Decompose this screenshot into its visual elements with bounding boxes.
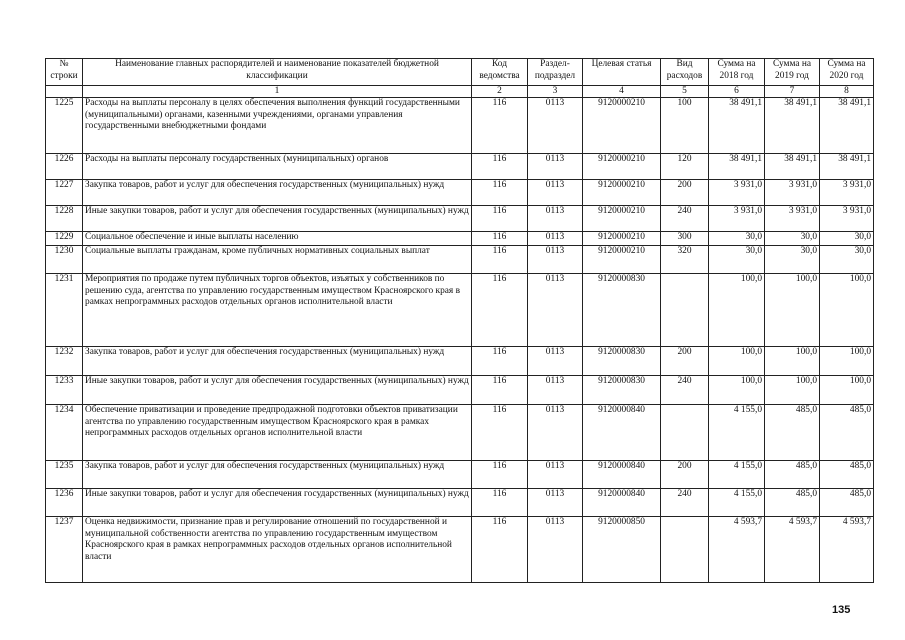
sum-2018: 4 155,0: [709, 405, 765, 461]
expense-type: 300: [661, 232, 709, 246]
section-code: 0113: [528, 232, 583, 246]
sum-2018: 100,0: [709, 376, 765, 405]
row-number: 1237: [46, 517, 83, 583]
row-number: 1229: [46, 232, 83, 246]
section-code: 0113: [528, 206, 583, 232]
table-row: [46, 232, 874, 246]
table-row: [46, 206, 874, 232]
section-code: 0113: [528, 98, 583, 154]
row-number: 1236: [46, 489, 83, 517]
row-name: Социальное обеспечение и иные выплаты населению: [83, 232, 472, 246]
row-number: 1234: [46, 405, 83, 461]
sum-2020: 100,0: [820, 347, 874, 376]
sum-2019: 485,0: [765, 405, 820, 461]
expense-type: 320: [661, 246, 709, 274]
budget-table: [45, 58, 874, 583]
header-cell: Сумма на 2020 год: [820, 59, 874, 86]
target-article: 9120000840: [583, 461, 661, 489]
sum-2019: 485,0: [765, 489, 820, 517]
header-cell: Раздел-подраздел: [528, 59, 583, 86]
row-name: Мероприятия по продаже путем публичных торгов объектов, изъятых у собственников по решению суда, агентства по управлению государственным имуществом Красноярского края в рамках непрограммных расходов отдельных органов исполнительной власти: [83, 274, 472, 347]
target-article: 9120000850: [583, 517, 661, 583]
expense-type: 100: [661, 98, 709, 154]
column-number: 8: [820, 86, 874, 98]
expense-type: 240: [661, 206, 709, 232]
sum-2020: 3 931,0: [820, 180, 874, 206]
dept-code: 116: [472, 376, 528, 405]
row-name: Расходы на выплаты персоналу в целях обеспечения выполнения функций государственными (муниципальными) органами, казенными учреждениями, органами управления государственными внебюджетными фондами: [83, 98, 472, 154]
target-article: 9120000210: [583, 206, 661, 232]
header-cell: Наименование главных распорядителей и наименование показателей бюджетной классификации: [83, 59, 472, 86]
table-row: [46, 98, 874, 154]
sum-2019: 30,0: [765, 232, 820, 246]
section-code: 0113: [528, 376, 583, 405]
sum-2020: 4 593,7: [820, 517, 874, 583]
section-code: 0113: [528, 489, 583, 517]
expense-type: [661, 405, 709, 461]
target-article: 9120000830: [583, 274, 661, 347]
sum-2019: 38 491,1: [765, 98, 820, 154]
expense-type: [661, 274, 709, 347]
sum-2018: 4 155,0: [709, 461, 765, 489]
column-number: 4: [583, 86, 661, 98]
target-article: 9120000210: [583, 98, 661, 154]
sum-2020: 100,0: [820, 274, 874, 347]
section-code: 0113: [528, 517, 583, 583]
dept-code: 116: [472, 232, 528, 246]
sum-2018: 38 491,1: [709, 98, 765, 154]
sum-2019: 38 491,1: [765, 154, 820, 180]
row-name: Обеспечение приватизации и проведение предпродажной подготовки объектов приватизации агентства по управлению государственным имуществом Красноярского края в рамках непрограммных расходов отдельных органов исполнительной власти: [83, 405, 472, 461]
table-row: [46, 489, 874, 517]
row-number: 1233: [46, 376, 83, 405]
row-number: 1225: [46, 98, 83, 154]
sum-2019: 485,0: [765, 461, 820, 489]
sum-2020: 485,0: [820, 489, 874, 517]
sum-2018: 4 593,7: [709, 517, 765, 583]
header-row: [46, 59, 874, 86]
header-cell: Сумма на 2018 год: [709, 59, 765, 86]
dept-code: 116: [472, 517, 528, 583]
column-number: 6: [709, 86, 765, 98]
dept-code: 116: [472, 154, 528, 180]
target-article: 9120000830: [583, 376, 661, 405]
row-name: Закупка товаров, работ и услуг для обеспечения государственных (муниципальных) нужд: [83, 347, 472, 376]
dept-code: 116: [472, 489, 528, 517]
sum-2020: 38 491,1: [820, 98, 874, 154]
dept-code: 116: [472, 405, 528, 461]
sum-2018: 100,0: [709, 274, 765, 347]
dept-code: 116: [472, 98, 528, 154]
sum-2019: 100,0: [765, 274, 820, 347]
row-name: Закупка товаров, работ и услуг для обеспечения государственных (муниципальных) нужд: [83, 180, 472, 206]
sum-2020: 30,0: [820, 246, 874, 274]
sum-2019: 4 593,7: [765, 517, 820, 583]
column-number: 3: [528, 86, 583, 98]
sum-2020: 100,0: [820, 376, 874, 405]
expense-type: 200: [661, 347, 709, 376]
expense-type: 240: [661, 376, 709, 405]
header-cell: Сумма на 2019 год: [765, 59, 820, 86]
target-article: 9120000840: [583, 405, 661, 461]
page-number: 135: [832, 604, 851, 616]
table-row: [46, 405, 874, 461]
table-row: [46, 461, 874, 489]
sum-2018: 38 491,1: [709, 154, 765, 180]
sum-2020: 38 491,1: [820, 154, 874, 180]
sum-2020: 3 931,0: [820, 206, 874, 232]
sum-2018: 100,0: [709, 347, 765, 376]
sum-2018: 30,0: [709, 232, 765, 246]
sum-2020: 485,0: [820, 405, 874, 461]
sum-2019: 3 931,0: [765, 206, 820, 232]
row-name: Иные закупки товаров, работ и услуг для обеспечения государственных (муниципальных) нужд: [83, 376, 472, 405]
sum-2019: 100,0: [765, 376, 820, 405]
sum-2019: 3 931,0: [765, 180, 820, 206]
table-row: [46, 180, 874, 206]
section-code: 0113: [528, 274, 583, 347]
sum-2018: 3 931,0: [709, 180, 765, 206]
row-number: 1232: [46, 347, 83, 376]
table-row: [46, 517, 874, 583]
row-name: Расходы на выплаты персоналу государственных (муниципальных) органов: [83, 154, 472, 180]
row-name: Оценка недвижимости, признание прав и регулирование отношений по государственной и муниципальной собственности агентства по управлению государственным имуществом Красноярского края в рамках непрограммных расходов отдельных органов исполнительной власти: [83, 517, 472, 583]
sum-2020: 30,0: [820, 232, 874, 246]
section-code: 0113: [528, 180, 583, 206]
section-code: 0113: [528, 154, 583, 180]
header-cell: № строки: [46, 59, 83, 86]
header-cell: Код ведомства: [472, 59, 528, 86]
section-code: 0113: [528, 461, 583, 489]
sum-2018: 3 931,0: [709, 206, 765, 232]
column-number: [46, 86, 83, 98]
column-number: 7: [765, 86, 820, 98]
row-name: Иные закупки товаров, работ и услуг для обеспечения государственных (муниципальных) нужд: [83, 489, 472, 517]
target-article: 9120000840: [583, 489, 661, 517]
column-number: 5: [661, 86, 709, 98]
dept-code: 116: [472, 347, 528, 376]
expense-type: 200: [661, 180, 709, 206]
expense-type: [661, 517, 709, 583]
expense-type: 120: [661, 154, 709, 180]
dept-code: 116: [472, 461, 528, 489]
section-code: 0113: [528, 405, 583, 461]
row-name: Иные закупки товаров, работ и услуг для обеспечения государственных (муниципальных) нужд: [83, 206, 472, 232]
dept-code: 116: [472, 246, 528, 274]
table-row: [46, 347, 874, 376]
row-number: 1227: [46, 180, 83, 206]
sum-2019: 100,0: [765, 347, 820, 376]
row-number: 1235: [46, 461, 83, 489]
section-code: 0113: [528, 347, 583, 376]
row-number: 1226: [46, 154, 83, 180]
sum-2019: 30,0: [765, 246, 820, 274]
row-number: 1231: [46, 274, 83, 347]
dept-code: 116: [472, 274, 528, 347]
dept-code: 116: [472, 206, 528, 232]
table-row: [46, 246, 874, 274]
target-article: 9120000210: [583, 232, 661, 246]
target-article: 9120000210: [583, 180, 661, 206]
expense-type: 200: [661, 461, 709, 489]
column-number-row: [46, 86, 874, 98]
section-code: 0113: [528, 246, 583, 274]
expense-type: 240: [661, 489, 709, 517]
target-article: 9120000830: [583, 347, 661, 376]
sum-2018: 30,0: [709, 246, 765, 274]
target-article: 9120000210: [583, 154, 661, 180]
target-article: 9120000210: [583, 246, 661, 274]
row-number: 1230: [46, 246, 83, 274]
row-name: Закупка товаров, работ и услуг для обеспечения государственных (муниципальных) нужд: [83, 461, 472, 489]
table-row: [46, 376, 874, 405]
column-number: 1: [83, 86, 472, 98]
header-cell: Вид расходов: [661, 59, 709, 86]
sum-2018: 4 155,0: [709, 489, 765, 517]
row-name: Социальные выплаты гражданам, кроме публичных нормативных социальных выплат: [83, 246, 472, 274]
sum-2020: 485,0: [820, 461, 874, 489]
table-row: [46, 154, 874, 180]
table-row: [46, 274, 874, 347]
dept-code: 116: [472, 180, 528, 206]
header-cell: Целевая статья: [583, 59, 661, 86]
row-number: 1228: [46, 206, 83, 232]
column-number: 2: [472, 86, 528, 98]
